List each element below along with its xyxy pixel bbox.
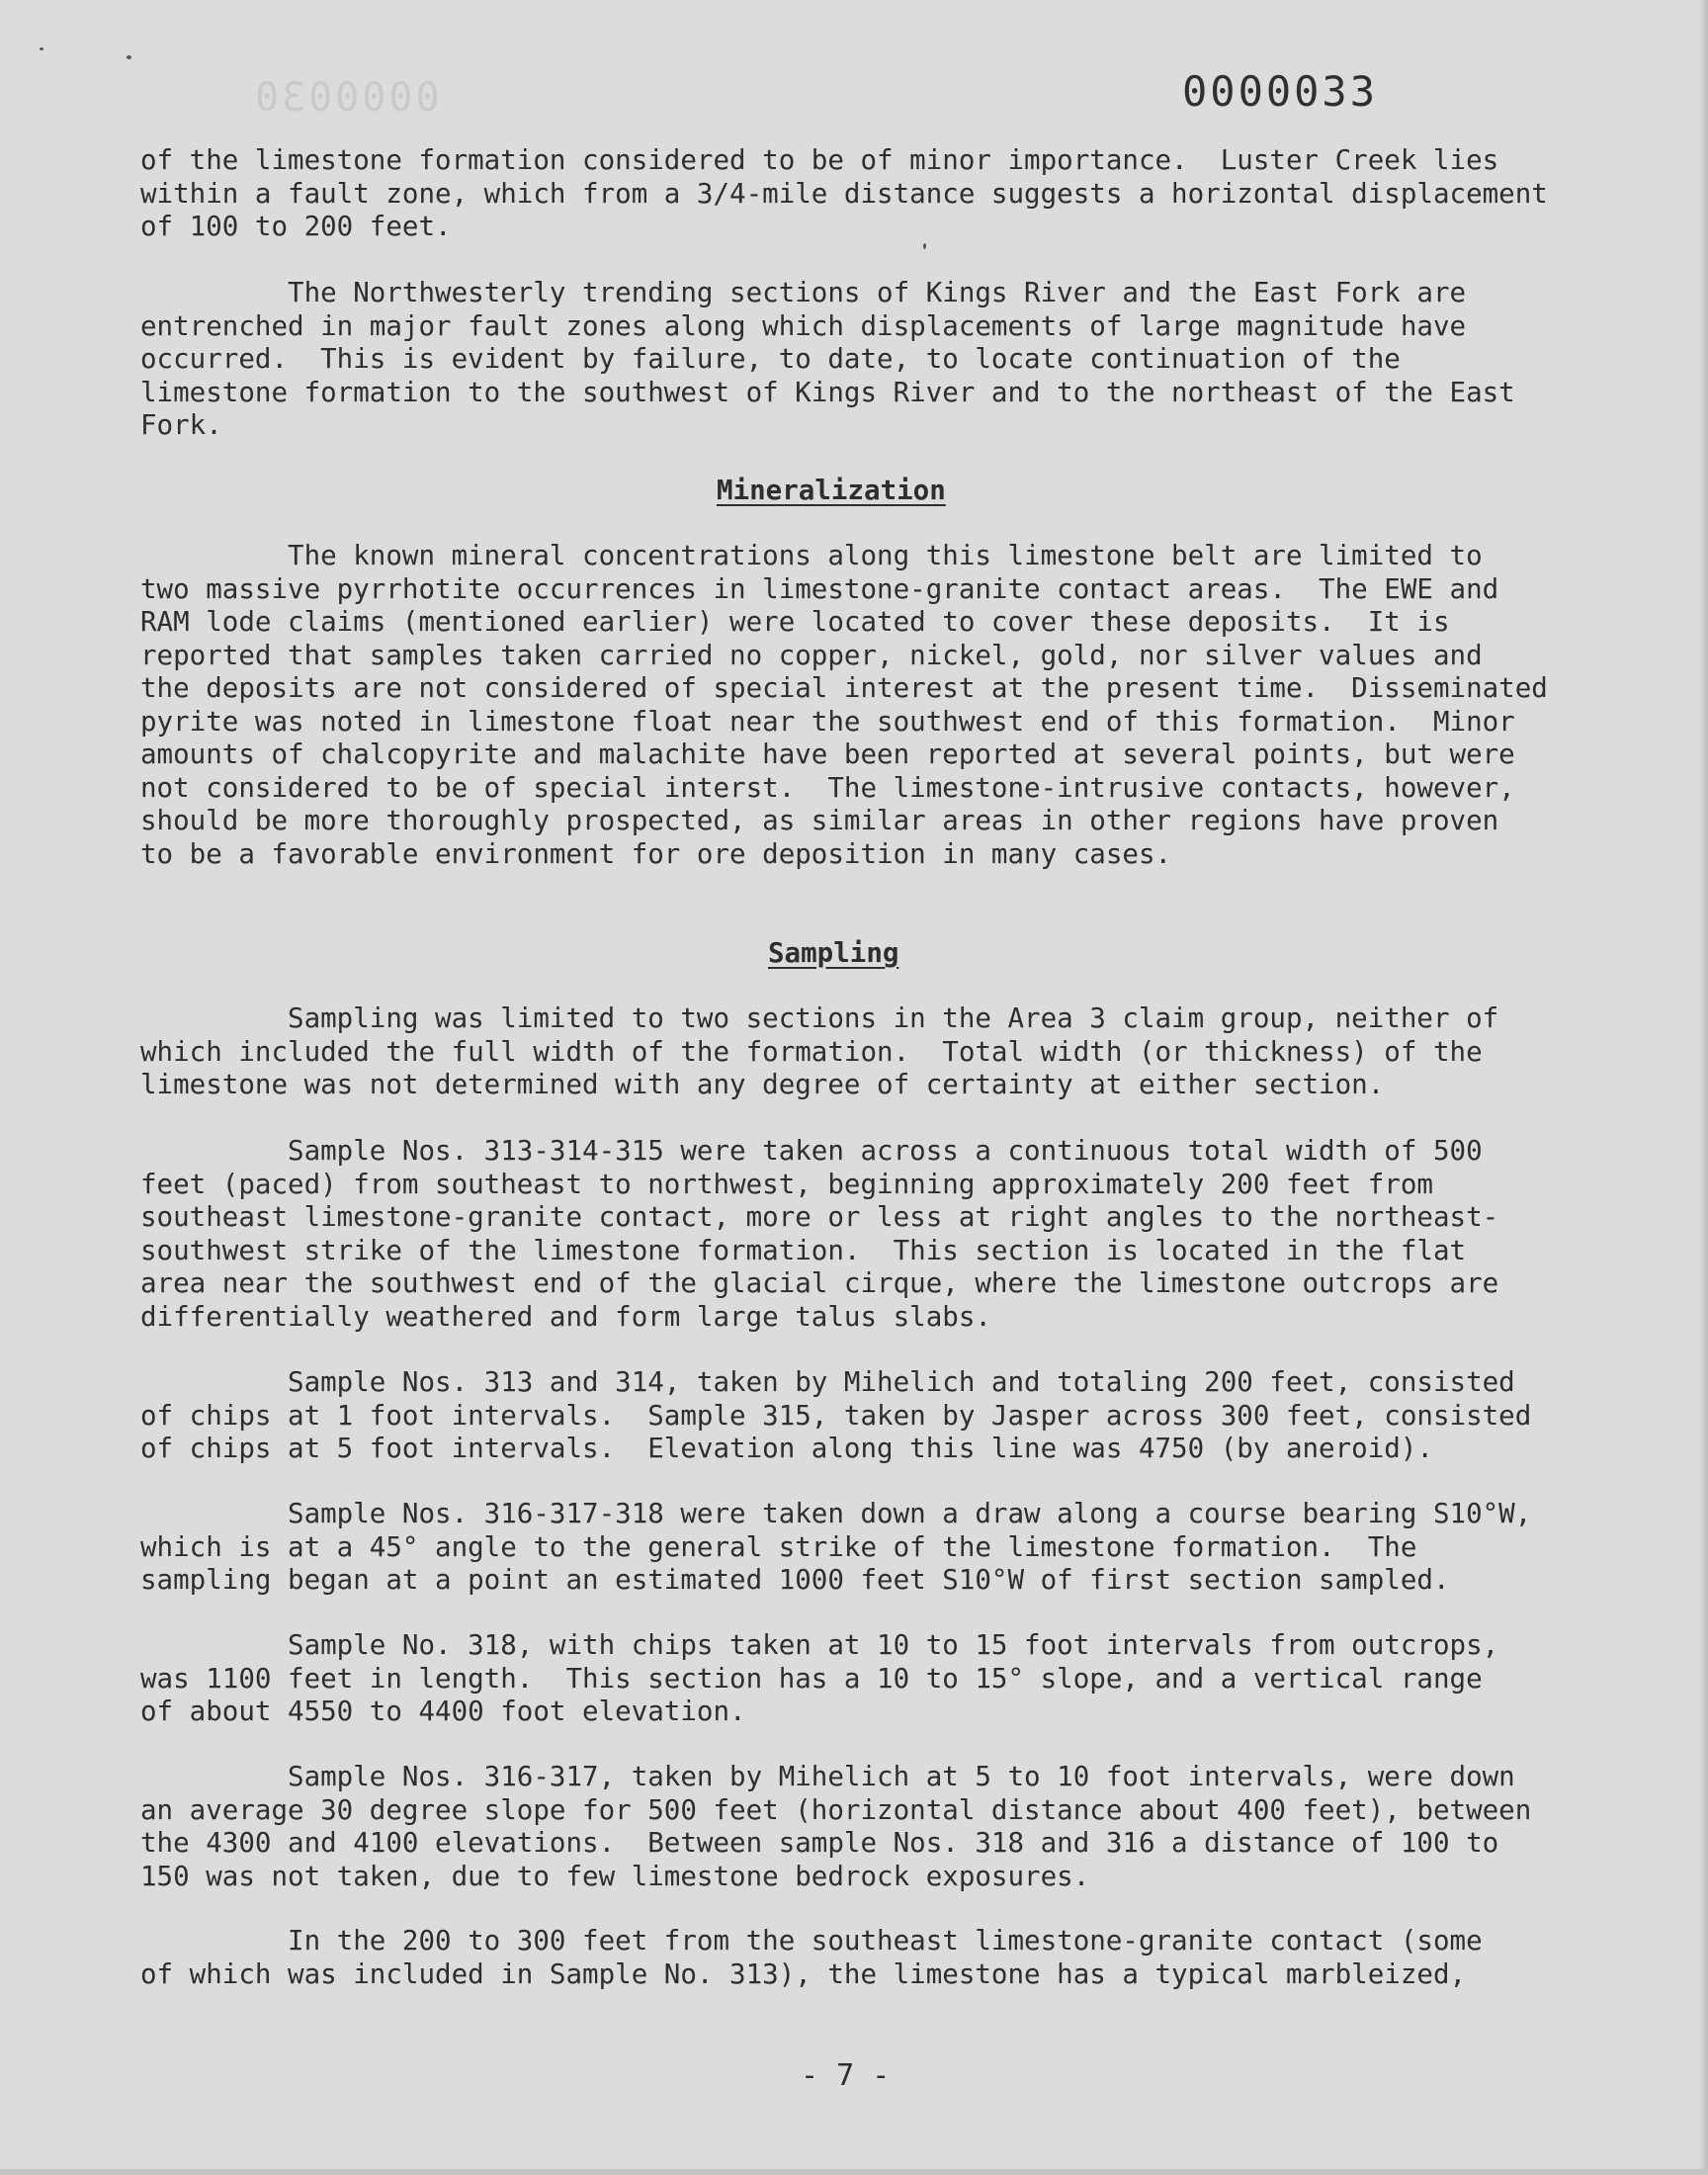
paragraph-northwesterly-sections: The Northwesterly trending sections of Kings River and the East Fork are entrenched in major fault zones along which displacements of large magnitude have occurred. This is evident by failure, to date, to locate continuation of the limestone formation to the southwest of Kings River and to the northeast of the East Fork. [140,277,1515,441]
paragraph-sample-316-318: Sample Nos. 316-317-318 were taken down a draw along a course bearing S10°W, which is at a 45° angle to the general strike of the limestone formation. The sampling began at a point an estimated 1000 feet S10°W of first section sampled. [140,1498,1532,1596]
bleed-through-number: 0000030 [252,75,440,121]
document-stamp-number: 0000033 [1182,67,1379,116]
page-number-footer: - 7 - [801,2058,891,2093]
paragraph-sample-316-317: Sample Nos. 316-317, taken by Mihelich at 5 to 10 foot intervals, were down an average 30 degree slope for 500 feet (horizontal distance about 400 feet), between the 4300 and 4100 elevations. Between sample Nos. 318 and 316 a distance of 100 to 150 was not taken, due to few limestone bedrock exposures. [140,1761,1532,1892]
paragraph-fault-zone: of the limestone formation considered to be of minor importance. Luster Creek lies within a fault zone, which from a 3/4-mile distance suggests a horizontal displacement of 100 to 200 feet. [140,144,1548,242]
paragraph-sampling-limits: Sampling was limited to two sections in the Area 3 claim group, neither of which included the full width of the formation. Total width (or thickness) of the limestone was not determined with any degree of certainty at either section. [140,1002,1499,1100]
paragraph-sample-313-314: Sample Nos. 313 and 314, taken by Mihelich and totaling 200 feet, consisted of chips at 1 foot intervals. Sample 315, taken by Jasper across 300 feet, consisted of chips at 5 foot intervals. Elevation along this line was 4750 (by aneroid). [140,1366,1532,1464]
page-bottom-shadow [0,2169,1708,2175]
paragraph-mineral-concentrations: The known mineral concentrations along this limestone belt are limited to two massive pyrrhotite occurrences in limestone-granite contact areas. The EWE and RAM lode claims (mentioned earlier) were located to cover these deposits. It is reported that samples taken carried no copper, nickel, gold, nor silver values and the deposits are not considered of special interest at the present time. Disseminated pyrite was noted in limestone float near the southwest end of this formation. Minor amounts of chalcopyrite and malachite have been reported at several points, but were not considered to be of special interst. The limestone-intrusive contacts, however, should be more thoroughly prospected, as similar areas in other regions have proven to be a favorable environment for ore deposition in many cases. [140,540,1548,870]
paper-speck [127,55,131,59]
paper-speck [40,47,43,50]
paragraph-sample-313-315: Sample Nos. 313-314-315 were taken across a continuous total width of 500 feet (paced) from southeast to northwest, beginning approximately 200 feet from southeast limestone-granite contact, more or less at right angles to the northeast- southwest strike of the limestone formation. This section is located in the flat area near the southwest end of the glacial cirque, where the limestone outcrops are differentially weathered and form large talus slabs. [140,1135,1499,1333]
heading-sampling: Sampling [768,937,899,969]
page-edge-shadow [1700,0,1708,2175]
heading-mineralization: Mineralization [717,475,946,506]
paper-speck [923,243,926,249]
paragraph-limestone-contact: In the 200 to 300 feet from the southeast limestone-granite contact (some of which was included in Sample No. 313), the limestone has a typical marbleized, [140,1925,1483,1990]
paragraph-sample-318: Sample No. 318, with chips taken at 10 to 15 foot intervals from outcrops, was 1100 feet in length. This section has a 10 to 15° slope, and a vertical range of about 4550 to 4400 foot elevation. [140,1629,1499,1727]
